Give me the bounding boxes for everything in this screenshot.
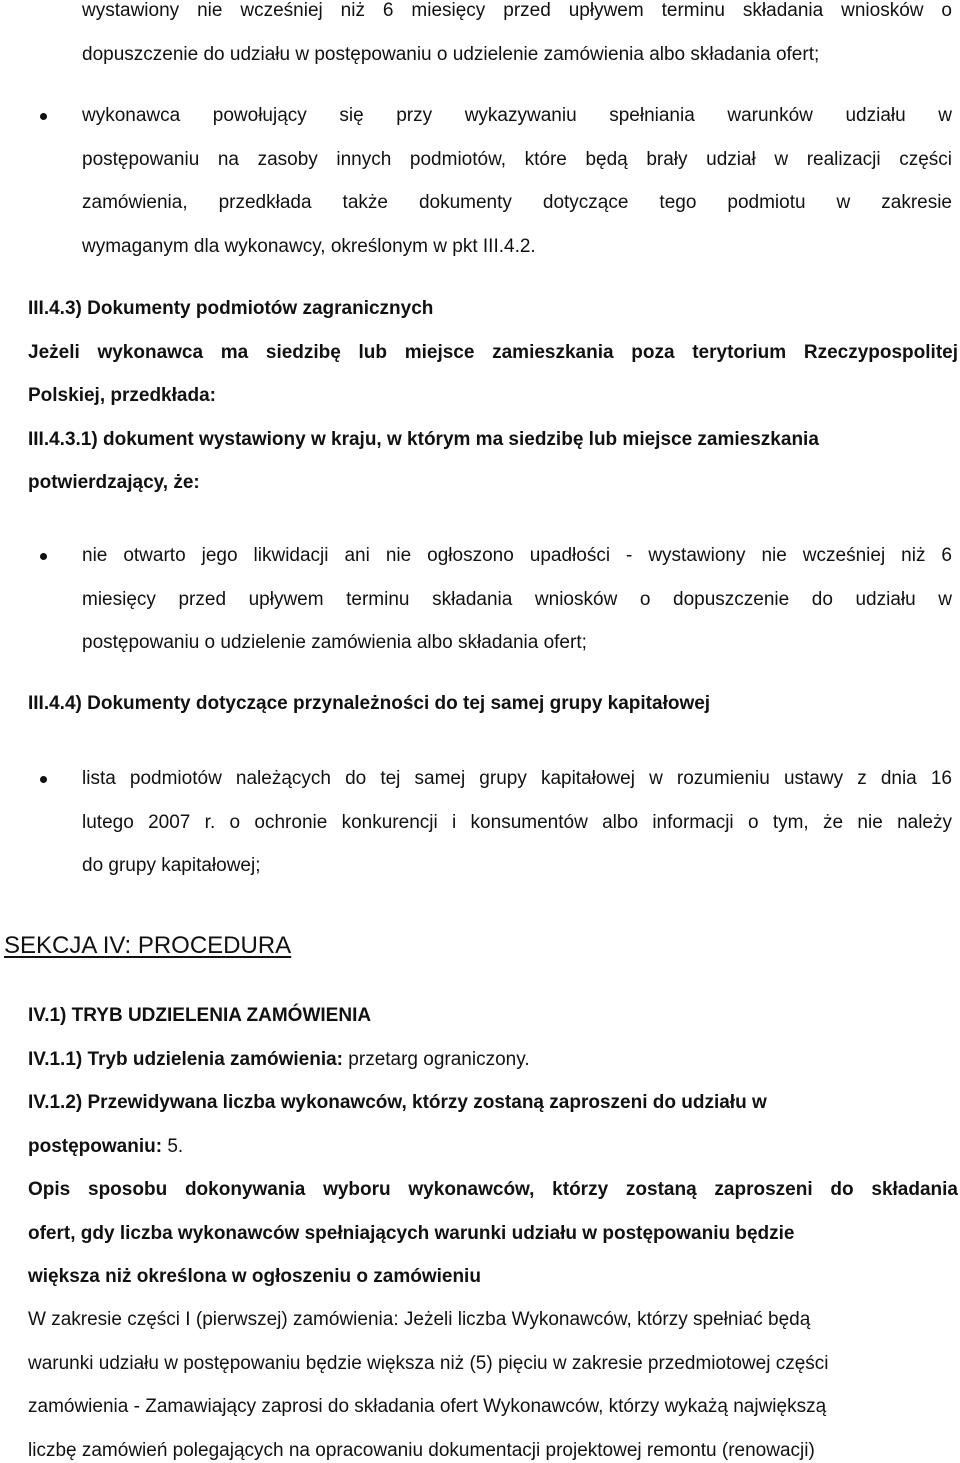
bullet-icon (40, 553, 47, 560)
text-line: miesięcy przed upływem terminu składania wniosków o dopuszczenie do udziału w (82, 589, 952, 610)
iv11-label: IV.1.1) Tryb udzielenia zamówienia: (28, 1049, 344, 1070)
text-line: zamówienia, przedkłada także dokumenty dotyczące tego podmiotu w zakresie (82, 192, 952, 213)
subsection-heading: IV.1) TRYB UDZIELENIA ZAMÓWIENIA (28, 1005, 372, 1026)
text-line: potwierdzający, że: (28, 472, 200, 493)
text-line: wystawiony nie wcześniej niż 6 miesięcy przed upływem terminu składania wniosków o (82, 0, 952, 21)
text-line: wykonawca powołujący się przy wykazywaniu spełniania warunków udziału w (82, 105, 952, 126)
text-line: liczbę zamówień polegających na opracowaniu dokumentacji projektowej remontu (renowacji) (28, 1440, 815, 1461)
text-line: nie otwarto jego likwidacji ani nie ogłoszono upadłości - wystawiony nie wcześniej niż 6 (82, 545, 952, 566)
text-line: W zakresie części I (pierwszej) zamówienia: Jeżeli liczba Wykonawców, którzy spełniać będą (28, 1309, 811, 1330)
text-line: lutego 2007 r. o ochronie konkurencji i konsumentów albo informacji o tym, że nie należy (82, 812, 952, 833)
section-title: SEKCJA IV: PROCEDURA (4, 932, 292, 959)
text-line: postępowaniu na zasoby innych podmiotów, które będą brały udział w realizacji części (82, 149, 952, 170)
iv11-line (28, 1049, 530, 1071)
text-line: Polskiej, przedkłada: (28, 385, 216, 406)
text-line: zamówienia - Zamawiający zaprosi do składania ofert Wykonawców, którzy wykażą największą (28, 1396, 827, 1417)
text-line: Opis sposobu dokonywania wyboru wykonawców, którzy zostaną zaproszeni do składania (28, 1179, 958, 1200)
section-heading: III.4.3) Dokumenty podmiotów zagranicznych (28, 298, 434, 319)
text-line: do grupy kapitałowej; (82, 855, 261, 876)
iv12-label-cont: postępowaniu: (28, 1136, 163, 1157)
text-line: wymaganym dla wykonawcy, określonym w pkt III.4.2. (82, 236, 536, 257)
text-line: warunki udziału w postępowaniu będzie większa niż (5) pięciu w zakresie przedmiotowej części (28, 1353, 829, 1374)
text-line: Jeżeli wykonawca ma siedzibę lub miejsce zamieszkania poza terytorium Rzeczypospolitej (28, 342, 958, 363)
iv12-value: 5. (162, 1136, 184, 1157)
bullet-icon (40, 113, 47, 120)
text-line: postępowaniu o udzielenie zamówienia albo składania ofert; (82, 632, 587, 653)
bullet-icon (40, 776, 47, 783)
iv11-value: przetarg ograniczony. (343, 1049, 530, 1070)
section-heading: III.4.4) Dokumenty dotyczące przynależności do tej samej grupy kapitałowej (28, 693, 711, 714)
iv12-line2 (28, 1136, 183, 1158)
text-line: lista podmiotów należących do tej samej grupy kapitałowej w rozumieniu ustawy z dnia 16 (82, 768, 952, 789)
text-line: III.4.3.1) dokument wystawiony w kraju, w którym ma siedzibę lub miejsce zamieszkania (28, 429, 819, 450)
text-line: dopuszczenie do udziału w postępowaniu o udzielenie zamówienia albo składania ofert; (82, 44, 820, 65)
text-line: większa niż określona w ogłoszeniu o zamówieniu (28, 1266, 481, 1287)
iv12-label: IV.1.2) Przewidywana liczba wykonawców, którzy zostaną zaproszeni do udziału w (28, 1092, 767, 1113)
text-line: ofert, gdy liczba wykonawców spełniających warunki udziału w postępowaniu będzie (28, 1223, 795, 1244)
